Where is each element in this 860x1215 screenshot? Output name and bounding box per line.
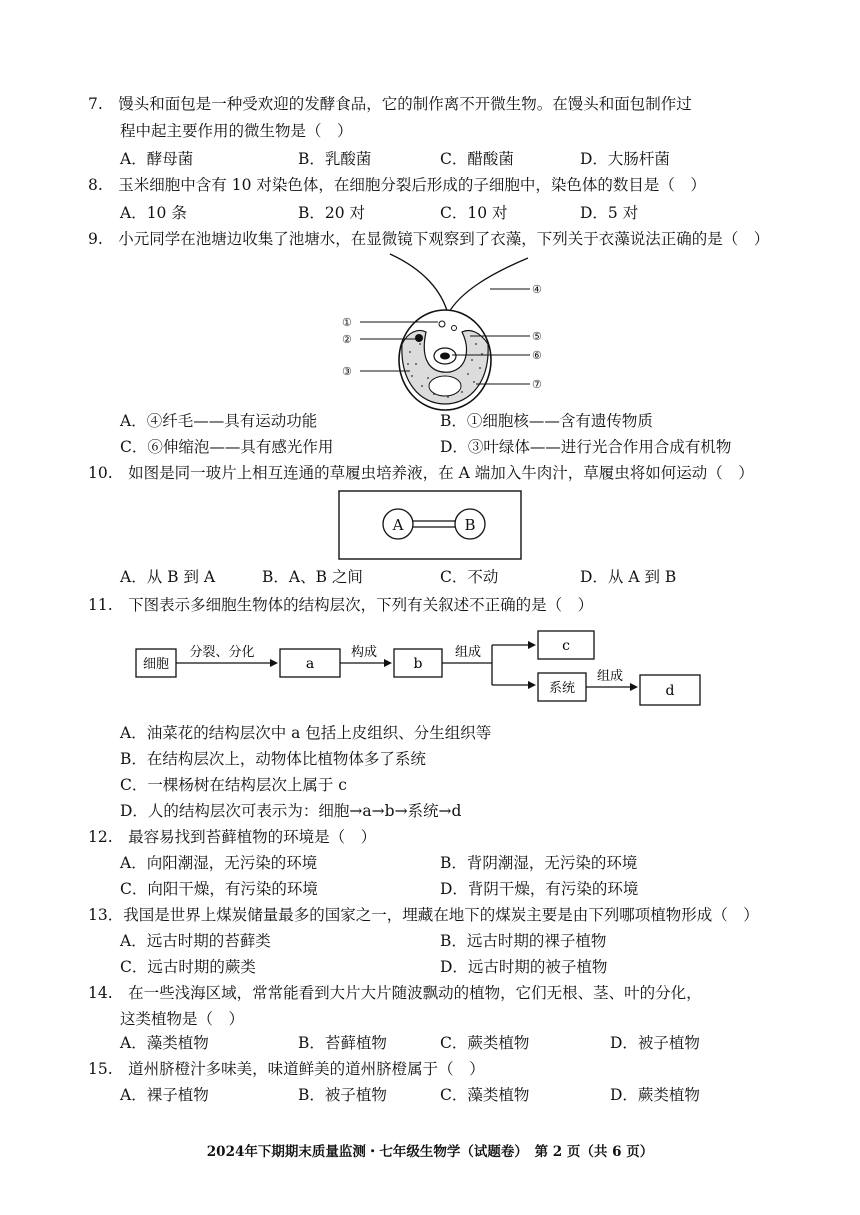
q14-option-b: B．苔藓植物	[298, 1034, 387, 1052]
q11-option-c: C．一棵杨树在结构层次上属于 c	[120, 776, 347, 794]
flow-b: b	[413, 656, 423, 672]
q7-option-d: D．大肠杆菌	[580, 150, 670, 168]
q14-option-c: C．蕨类植物	[440, 1034, 530, 1052]
flow-arrow1-label: 分裂、分化	[189, 645, 255, 660]
q15-option-d: D．蕨类植物	[610, 1086, 700, 1104]
q9-option-c: C．⑥伸缩泡——具有感光作用	[120, 438, 334, 456]
structure-level-flowchart	[130, 625, 710, 713]
q8-option-d: D．5 对	[580, 204, 639, 222]
q9-option-d: D．③叶绿体——进行光合作用合成有机物	[440, 438, 732, 456]
slide-diagram	[338, 490, 522, 560]
flow-arrow2-label: 构成	[350, 645, 378, 660]
q11-option-b: B．在结构层次上，动物体比植物体多了系统	[120, 750, 426, 768]
chlamydomonas-diagram	[330, 252, 560, 412]
q9-option-b: B．①细胞核——含有遗传物质	[440, 412, 653, 430]
q10-stem: 10. 如图是同一玻片上相互连通的草履虫培养液，在 A 端加入牛肉汁，草履虫将如何运动（ ）	[88, 464, 754, 482]
q8-option-c: C．10 对	[440, 204, 508, 222]
page-footer: 2024年下期期末质量监测・七年级生物学（试题卷） 第 2 页（共 6 页）	[206, 1144, 654, 1160]
label-5: ⑤	[532, 330, 542, 343]
label-3: ③	[342, 365, 352, 378]
q15-option-a: A．裸子植物	[120, 1086, 209, 1104]
flow-d: d	[665, 683, 675, 699]
q7-option-b: B．乳酸菌	[298, 150, 372, 168]
q14-option-a: A．藻类植物	[120, 1034, 209, 1052]
q12-option-d: D．背阴干燥，有污染的环境	[440, 880, 639, 898]
q14-stem-line1: 14. 在一些浅海区域，常常能看到大片大片随波飘动的植物，它们无根、茎、叶的分化，	[88, 984, 702, 1002]
flow-c: c	[562, 638, 570, 654]
label-2: ②	[342, 333, 352, 346]
q8-option-b: B．20 对	[298, 204, 366, 222]
flow-system: 系统	[548, 681, 576, 696]
q13-option-b: B．远古时期的裸子植物	[440, 932, 607, 950]
q15-option-b: B．被子植物	[298, 1086, 387, 1104]
q13-option-d: D．远古时期的被子植物	[440, 958, 608, 976]
flow-cell: 细胞	[142, 657, 170, 672]
q11-option-d: D．人的结构层次可表示为：细胞→a→b→系统→d	[120, 802, 462, 820]
q12-stem: 12. 最容易找到苔藓植物的环境是（ ）	[88, 828, 377, 846]
label-4: ④	[532, 283, 542, 296]
q13-stem: 13．我国是世界上煤炭储量最多的国家之一，埋藏在地下的煤炭主要是由下列哪项植物形成（ ）	[88, 906, 759, 924]
q10-option-b: B．A、B 之间	[262, 568, 363, 586]
q15-option-c: C．藻类植物	[440, 1086, 530, 1104]
q14-option-d: D．被子植物	[610, 1034, 700, 1052]
q10-option-a: A．从 B 到 A	[120, 568, 216, 586]
q7-stem-line1: 7. 馒头和面包是一种受欢迎的发酵食品，它的制作离不开微生物。在馒头和面包制作过	[88, 95, 692, 113]
q9-option-a: A．④纤毛——具有运动功能	[120, 412, 318, 430]
label-7: ⑦	[532, 378, 542, 391]
q12-option-b: B．背阴潮湿，无污染的环境	[440, 854, 638, 872]
q12-option-a: A．向阳潮湿，无污染的环境	[120, 854, 318, 872]
label-1: ①	[342, 316, 352, 329]
flow-arrow3-label: 组成	[454, 645, 482, 660]
label-6: ⑥	[532, 349, 542, 362]
q15-stem: 15. 道州脐橙汁多味美，味道鲜美的道州脐橙属于（ ）	[88, 1060, 485, 1078]
q7-stem-line2: 程中起主要作用的微生物是（ ）	[120, 122, 353, 140]
drop-b-label: B	[464, 516, 476, 534]
q10-option-c: C．不动	[440, 568, 499, 586]
q13-option-a: A．远古时期的苔藓类	[120, 932, 271, 950]
q11-option-a: A．油菜花的结构层次中 a 包括上皮组织、分生组织等	[120, 724, 492, 742]
q8-option-a: A．10 条	[120, 204, 187, 222]
q12-option-c: C．向阳干燥，有污染的环境	[120, 880, 318, 898]
q11-stem: 11. 下图表示多细胞生物体的结构层次，下列有关叙述不正确的是（ ）	[88, 596, 594, 614]
q7-option-a: A．酵母菌	[120, 150, 194, 168]
q14-stem-line2: 这类植物是（ ）	[120, 1010, 245, 1028]
flow-arrow4-label: 组成	[596, 669, 624, 684]
flow-a: a	[305, 656, 315, 672]
q10-option-d: D．从 A 到 B	[580, 568, 677, 586]
q13-option-c: C．远古时期的蕨类	[120, 958, 256, 976]
q8-stem: 8. 玉米细胞中含有 10 对染色体，在细胞分裂后形成的子细胞中，染色体的数目是（ ）	[88, 176, 706, 194]
q7-option-c: C．醋酸菌	[440, 150, 514, 168]
q9-stem: 9. 小元同学在池塘边收集了池塘水，在显微镜下观察到了衣藻，下列关于衣藻说法正确的是（ ）	[88, 230, 770, 248]
drop-a-label: A	[392, 516, 404, 534]
